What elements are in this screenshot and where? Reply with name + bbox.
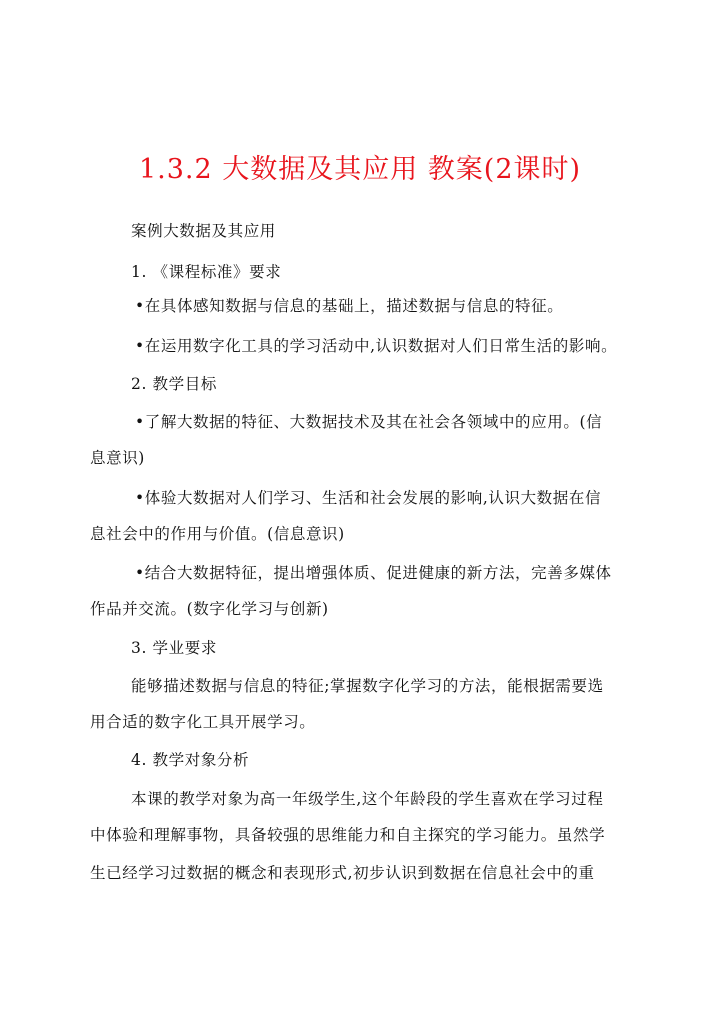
case-heading: 案例大数据及其应用	[131, 222, 276, 240]
paragraph-line: 生已经学习过数据的概念和表现形式,初步认识到数据在信息社会中的重	[90, 864, 595, 882]
bullet-line: •结合大数据特征，提出增强体质、促进健康的新方法，完善多媒体	[135, 564, 612, 582]
paragraph-line: 用合适的数字化工具开展学习。	[90, 713, 316, 731]
section-heading-curriculum: 1. 《课程标准》要求	[131, 263, 282, 281]
paragraph-line: 能够描述数据与信息的特征;掌握数字化学习的方法，能根据需要选	[131, 677, 604, 695]
bullet-line: •在具体感知数据与信息的基础上，描述数据与信息的特征。	[135, 297, 564, 315]
document-title: 1.3.2 大数据及其应用 教案(2课时)	[138, 154, 582, 185]
paragraph-line: 息意识)	[90, 449, 145, 467]
bullet-line: •在运用数字化工具的学习活动中,认识数据对人们日常生活的影响。	[135, 337, 618, 355]
section-heading-requirements: 3. 学业要求	[131, 639, 217, 657]
bullet-line: •体验大数据对人们学习、生活和社会发展的影响,认识大数据在信	[135, 489, 602, 507]
paragraph-line: 作品并交流。(数字化学习与创新)	[90, 600, 329, 618]
paragraph-line: 息社会中的作用与价值。(信息意识)	[90, 525, 345, 543]
bullet-line: •了解大数据的特征、大数据技术及其在社会各领域中的应用。(信	[135, 413, 603, 431]
section-heading-analysis: 4. 教学对象分析	[131, 751, 250, 769]
paragraph-line: 本课的教学对象为高一年级学生,这个年龄段的学生喜欢在学习过程	[131, 790, 604, 808]
section-heading-goals: 2. 教学目标	[131, 375, 217, 393]
paragraph-line: 中体验和理解事物，具备较强的思维能力和自主探究的学习能力。虽然学	[90, 826, 606, 844]
